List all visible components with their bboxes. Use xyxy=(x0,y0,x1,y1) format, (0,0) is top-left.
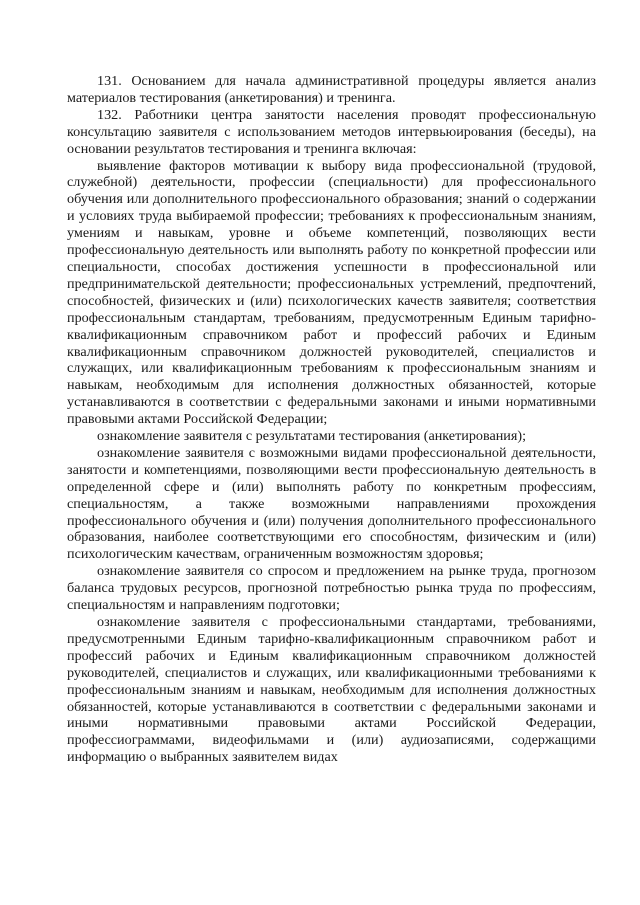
list-item-labor-market: ознакомление заявителя со спросом и предложением на рынке труда, прогнозом баланса трудовых ресурсов, прогнозной потребностью рынка труда по профессиям, специальностям и направлениям подготовки; xyxy=(67,563,596,614)
list-item-activity-types: ознакомление заявителя с возможными видами профессиональной деятельности, занятости и компетенциями, позволяющими вести профессиональную деятельность в определенной сфере и (или) выполнять работу по конкретным профессиям, специальностям, а также возможными направлениями прохождения профессионального обучения и (или) получения дополнительного профессионального образования, наиболее соответствующими его способностям, физическим и (или) психологическим качествам, ограниченным возможностям здоровья; xyxy=(67,444,596,563)
paragraph-131: 131. Основанием для начала административной процедуры является анализ материалов тестирования (анкетирования) и тренинга. xyxy=(67,73,596,106)
list-item-professional-standards: ознакомление заявителя с профессиональными стандартами, требованиями, предусмотренными Единым тарифно-квалификационным справочником работ и профессий рабочих и Единым квалификационным справочником должностей руководителей, специалистов и служащих, или квалификационными требованиями к профессиональным знаниям и навыкам, необходимым для исполнения должностных обязанностей, которые устанавливаются в соответствии с федеральными законами и иными нормативными правовыми актами Российской Федерации, профессиограммами, видеофильмами и (или) аудиозаписями, содержащими информацию о выбранных заявителем видах xyxy=(67,614,596,766)
list-item-test-results: ознакомление заявителя с результатами тестирования (анкетирования); xyxy=(97,428,527,445)
list-item-motivation-factors: выявление факторов мотивации к выбору вида профессиональной (трудовой, служебной) деятельности, профессии (специальности) для профессионального обучения или дополнительного профессионального образования; знаний о содержании и условиях труда выбираемой профессии; требованиях к профессиональным знаниям, умениям и навыкам, уровне и объеме компетенций, позволяющих вести профессиональную деятельность или выполнять работу по конкретной профессии или специальности, способах достижения успешности в профессиональной или предпринимательской деятельности; профессиональных устремлений, предпочтений, способностей, физических и (или) психологических качеств заявителя; соответствия профессиональным стандартам, требованиям, предусмотренным Единым тарифно-квалификационным справочником работ и профессий рабочих и Единым квалификационным справочником должностей руководителей, специалистов и служащих, или квалификационным требованиям к профессиональным знаниям и навыкам, необходимым для исполнения должностных обязанностей, которые устанавливаются в соответствии с федеральными законами и иными нормативными правовыми актами Российской Федерации; xyxy=(67,157,596,428)
document-page xyxy=(67,73,596,766)
paragraph-132: 132. Работники центра занятости населения проводят профессиональную консультацию заявителя с использованием методов интервьюирования (беседы), на основании результатов тестирования и тренинга включая: xyxy=(67,106,596,157)
